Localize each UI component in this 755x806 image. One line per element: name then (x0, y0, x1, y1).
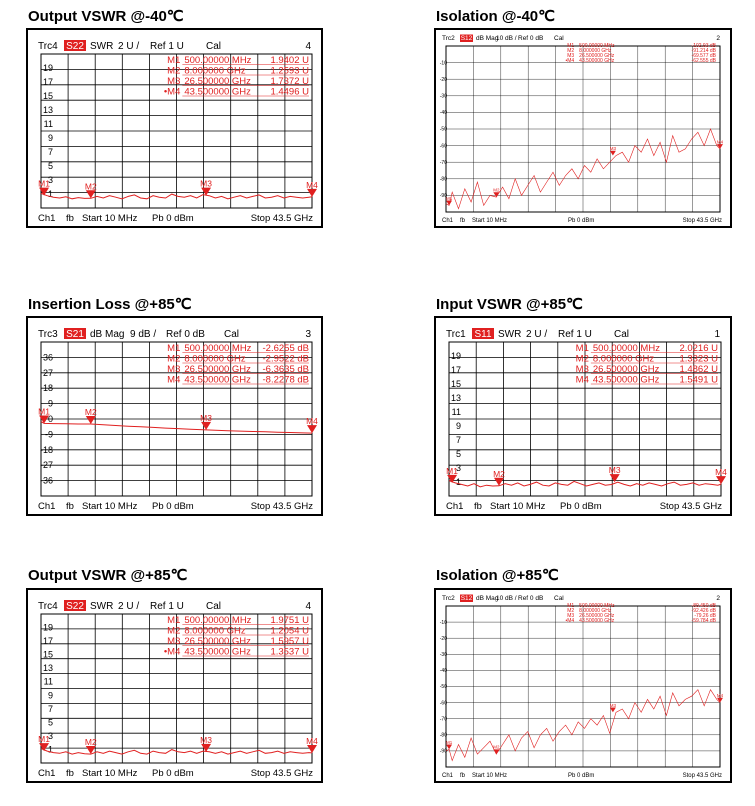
marker-triangle (86, 416, 96, 424)
ref-label: Ref 1 U (558, 329, 592, 340)
y-tick-label: -9 (44, 429, 53, 440)
y-tick-label: 7 (47, 703, 53, 714)
marker-value: -91.214 dB (691, 48, 716, 54)
footer-fb: fb (460, 773, 466, 779)
chart-title: Output VSWR @+85℃ (28, 567, 188, 584)
footer-channel: Ch1 (38, 768, 56, 779)
marker-name: M1 (567, 603, 575, 609)
footer-power: Pb 0 dBm (152, 213, 194, 224)
marker-value: -62.555 dB (691, 58, 716, 64)
marker-label: M2 (493, 468, 505, 479)
marker-frequency: 43.500000 GHz (592, 374, 660, 386)
y-tick-label: 15 (42, 91, 53, 101)
trace-label: Trc1 (446, 329, 466, 340)
marker-value: 1.2593 U (270, 65, 309, 77)
marker-frequency: 26.500000 GHz (579, 613, 615, 619)
marker-label: M4 (306, 735, 318, 746)
analyzer-window (26, 588, 323, 783)
marker-frequency: 8.000000 GHz (184, 625, 246, 637)
vna-plot (436, 318, 730, 514)
marker-value: -92.426 dB (691, 608, 716, 614)
y-tick-label: 13 (450, 393, 461, 403)
marker-frequency: 500.00000 MHz (184, 55, 252, 66)
trace-label: Trc4 (38, 601, 58, 612)
chart-title: Isolation @+85℃ (436, 567, 559, 584)
y-tick-label: 18 (42, 383, 53, 394)
scale-label: 9 dB / (130, 329, 157, 340)
marker-label: M4 (306, 179, 318, 190)
marker-value: -89.450 dB (691, 603, 716, 609)
cal-label: Cal (206, 41, 222, 52)
marker-frequency: 500.00000 MHz (592, 343, 660, 354)
y-tick-label: 19 (450, 351, 461, 361)
marker-frequency: 8.000000 GHz (184, 65, 246, 77)
chart-title: Input VSWR @+85℃ (436, 296, 583, 313)
footer-start: Start 10 MHz (472, 218, 508, 224)
marker-name: M1 (167, 615, 181, 626)
cal-label: Cal (614, 329, 630, 340)
footer-stop: Stop 43.5 GHz (682, 773, 722, 779)
analyzer-window (26, 28, 323, 228)
marker-name: M2 (567, 48, 575, 54)
marker-label: M2 (84, 737, 97, 748)
footer-fb: fb (66, 501, 74, 512)
y-tick-label: -20 (439, 635, 447, 642)
marker-frequency: 26.500000 GHz (184, 364, 251, 375)
marker-value: 2.0216 U (679, 343, 718, 354)
marker-frequency: 26.500000 GHz (184, 76, 251, 87)
y-tick-label: -90 (439, 748, 447, 755)
marker-value: 1.5957 U (270, 636, 309, 647)
footer-power: Pb 0 dBm (152, 501, 194, 512)
marker-label: M3 (609, 702, 617, 708)
footer-power: Pb 0 dBm (560, 501, 602, 512)
marker-triangle (307, 745, 317, 753)
marker-value: 1.4496 U (270, 86, 309, 98)
y-tick-label: -20 (439, 76, 447, 83)
analyzer-window (434, 28, 732, 228)
marker-value: -2.9522 dB (262, 353, 309, 365)
marker-label: M2 (493, 744, 500, 750)
marker-triangle (307, 425, 317, 433)
marker-frequency: 500.00000 MHz (579, 43, 615, 49)
footer-stop: Stop 43.5 GHz (682, 218, 722, 224)
y-tick-label: 5 (47, 717, 53, 728)
trace-number: 2 (716, 35, 720, 42)
trace-number: 4 (305, 41, 311, 52)
y-tick-label: 0 (47, 414, 53, 424)
y-tick-label: -36 (39, 475, 53, 486)
chart-title: Insertion Loss @+85℃ (28, 296, 192, 313)
analyzer-window (434, 316, 732, 516)
y-tick-label: -30 (439, 93, 447, 100)
trace-label: Trc4 (38, 41, 58, 52)
y-tick-label: -80 (439, 732, 447, 739)
trace-number: 3 (305, 329, 311, 340)
y-tick-label: 17 (42, 77, 53, 87)
trace-number: 2 (716, 595, 720, 602)
footer-power: Pb 0 dBm (568, 773, 595, 779)
trace-label: Trc2 (442, 35, 455, 42)
param-label: S22 (66, 601, 84, 612)
footer-stop: Stop 43.5 GHz (250, 213, 313, 224)
chart-title: Isolation @-40℃ (436, 8, 555, 25)
marker-label: M1 (38, 178, 50, 189)
vna-plot (28, 30, 321, 226)
y-tick-label: 9 (47, 133, 53, 143)
y-tick-label: -40 (439, 110, 447, 117)
marker-value: 1.5491 U (679, 374, 718, 386)
trace-number: 1 (714, 329, 720, 340)
marker-name: M2 (567, 608, 575, 614)
marker-label: M4 (716, 693, 724, 699)
trace-number: 4 (305, 601, 311, 612)
cal-label: Cal (206, 601, 222, 612)
trace-label: Trc2 (442, 595, 455, 602)
scale-label: 10 dB / (496, 35, 517, 42)
format-label: SWR (90, 601, 114, 612)
footer-channel: Ch1 (446, 501, 464, 512)
marker-frequency: 500.00000 MHz (184, 343, 252, 354)
ref-label: Ref 1 U (150, 601, 184, 612)
ref-label: Ref 0 dB (518, 595, 544, 602)
marker-triangle (610, 707, 616, 712)
param-label: S21 (66, 329, 84, 340)
footer-fb: fb (460, 218, 466, 224)
marker-name: M2 (575, 353, 589, 365)
y-tick-label: -10 (439, 60, 447, 67)
marker-triangle (446, 201, 452, 206)
footer-start: Start 10 MHz (82, 501, 138, 512)
marker-triangle (201, 422, 211, 430)
marker-name: M3 (567, 53, 575, 59)
param-label: S12 (460, 595, 473, 602)
marker-label: M3 (200, 734, 212, 745)
y-tick-label: 9 (47, 690, 53, 701)
marker-label: M1 (445, 195, 453, 201)
format-label: SWR (498, 329, 522, 340)
marker-label: M4 (306, 416, 318, 427)
scale-label: 2 U / (526, 329, 548, 340)
marker-frequency: 500.00000 MHz (184, 615, 252, 626)
footer-channel: Ch1 (38, 501, 56, 512)
param-label: S12 (460, 35, 473, 42)
y-tick-label: 3 (47, 730, 53, 741)
vna-plot (436, 590, 730, 781)
y-tick-label: 9 (47, 398, 53, 409)
y-tick-label: 1 (47, 189, 53, 199)
footer-start: Start 10 MHz (82, 768, 138, 779)
marker-frequency: 8.000000 GHz (184, 353, 246, 365)
y-tick-label: 1 (455, 477, 461, 487)
y-tick-label: 7 (47, 147, 53, 157)
y-tick-label: 17 (450, 365, 461, 375)
footer-fb: fb (66, 213, 74, 224)
marker-name: •M4 (565, 58, 575, 64)
chart-title: Output VSWR @-40℃ (28, 8, 184, 25)
marker-value: -69.577 dB (691, 53, 716, 59)
footer-start: Start 10 MHz (490, 501, 546, 512)
marker-label: M2 (84, 181, 97, 192)
marker-frequency: 500.00000 MHz (579, 603, 615, 609)
scale-label: 10 dB / (496, 595, 517, 602)
footer-stop: Stop 43.5 GHz (250, 768, 313, 779)
marker-value: -6.3635 dB (262, 364, 309, 375)
marker-value: 1.2054 U (270, 625, 309, 637)
marker-frequency: 43.500000 GHz (579, 58, 615, 64)
y-tick-label: 7 (455, 435, 461, 445)
marker-value: -2.6255 dB (262, 343, 309, 354)
y-tick-label: 27 (42, 367, 53, 378)
marker-name: M4 (575, 374, 589, 386)
y-tick-label: -27 (39, 460, 53, 471)
marker-label: M3 (609, 146, 617, 152)
marker-frequency: 26.500000 GHz (579, 53, 615, 59)
footer-channel: Ch1 (442, 218, 454, 224)
cal-label: Cal (554, 35, 564, 42)
marker-frequency: 26.500000 GHz (592, 364, 660, 375)
marker-label: M1 (38, 406, 50, 417)
marker-frequency: 8.000000 GHz (592, 353, 655, 365)
footer-stop: Stop 43.5 GHz (250, 501, 313, 512)
marker-value: -79.26 dB (694, 613, 716, 619)
y-tick-label: 11 (43, 676, 53, 687)
marker-name: M3 (575, 364, 589, 375)
marker-value: -59.784 dB (691, 618, 716, 624)
y-tick-label: 9 (455, 421, 461, 431)
marker-name: M1 (575, 343, 589, 354)
marker-label: M3 (200, 412, 212, 423)
marker-label: M3 (608, 465, 621, 476)
marker-name: M4 (167, 374, 181, 386)
y-tick-label: -50 (439, 126, 447, 133)
format-label: SWR (90, 41, 114, 52)
param-label: S11 (474, 329, 492, 340)
y-tick-label: 36 (42, 352, 53, 363)
marker-frequency: 43.500000 GHz (579, 618, 615, 624)
param-label: S22 (66, 41, 84, 52)
y-tick-label: 5 (455, 449, 461, 459)
y-tick-label: -60 (439, 143, 447, 150)
y-tick-label: 13 (42, 663, 53, 674)
y-tick-label: -90 (439, 193, 447, 200)
y-tick-label: 1 (47, 744, 53, 755)
marker-label: M2 (84, 407, 97, 418)
marker-frequency: 8.000000 GHz (579, 608, 612, 614)
marker-label: M4 (715, 467, 727, 478)
marker-label: M4 (716, 139, 724, 145)
marker-frequency: 43.500000 GHz (184, 86, 251, 98)
y-tick-label: 15 (450, 379, 461, 389)
marker-label: M3 (200, 178, 212, 189)
vna-plot (28, 318, 321, 514)
marker-frequency: 43.500000 GHz (184, 646, 251, 658)
marker-name: M1 (167, 55, 181, 66)
footer-channel: Ch1 (38, 213, 56, 224)
analyzer-window (434, 588, 732, 783)
y-tick-label: 17 (42, 636, 53, 647)
ref-label: Ref 0 dB (518, 35, 544, 42)
footer-start: Start 10 MHz (82, 213, 138, 224)
analyzer-window (26, 316, 323, 516)
vna-plot (436, 30, 730, 226)
marker-value: 1.9751 U (270, 615, 309, 626)
y-tick-label: 19 (42, 63, 53, 73)
footer-start: Start 10 MHz (472, 773, 508, 779)
y-tick-label: -80 (439, 176, 447, 183)
cal-label: Cal (224, 329, 240, 340)
ref-label: Ref 1 U (150, 41, 184, 52)
y-tick-label: 13 (42, 105, 53, 115)
y-tick-label: 15 (42, 649, 53, 660)
footer-fb: fb (474, 501, 482, 512)
marker-value: 1.3323 U (679, 353, 718, 365)
marker-name: •M4 (163, 86, 181, 98)
y-tick-label: 5 (47, 161, 53, 171)
marker-name: M2 (167, 65, 181, 77)
marker-value: 1.4862 U (679, 364, 718, 375)
marker-triangle (493, 749, 499, 754)
y-tick-label: 3 (455, 463, 461, 473)
marker-name: M3 (167, 636, 181, 647)
marker-label: M1 (446, 465, 458, 476)
scale-label: 2 U / (118, 601, 140, 612)
marker-value: 1.3537 U (270, 646, 309, 658)
trace-label: Trc3 (38, 329, 58, 340)
y-tick-label: 11 (451, 407, 461, 417)
marker-name: M2 (167, 625, 181, 637)
marker-name: M3 (567, 613, 575, 619)
marker-name: M3 (167, 364, 181, 375)
marker-name: M3 (167, 76, 181, 87)
y-tick-label: -30 (439, 651, 447, 658)
marker-value: -8.2278 dB (262, 374, 309, 386)
y-tick-label: 3 (47, 175, 53, 185)
marker-name: •M4 (163, 646, 181, 658)
scale-label: 2 U / (118, 41, 140, 52)
footer-fb: fb (66, 768, 74, 779)
marker-name: •M4 (565, 618, 575, 624)
vna-plot (28, 590, 321, 781)
marker-name: M1 (167, 343, 181, 354)
y-tick-label: 11 (43, 119, 53, 129)
format-label: dB Mag (90, 329, 125, 340)
marker-frequency: 8.000000 GHz (579, 48, 612, 54)
marker-triangle (610, 151, 616, 156)
footer-power: Pb 0 dBm (152, 768, 194, 779)
marker-name: M1 (567, 43, 575, 49)
y-tick-label: -10 (439, 619, 447, 626)
y-tick-label: -40 (439, 668, 447, 675)
marker-name: M2 (167, 353, 181, 365)
marker-triangle (716, 476, 726, 484)
cal-label: Cal (554, 595, 564, 602)
marker-frequency: 26.500000 GHz (184, 636, 251, 647)
marker-label: M2 (493, 187, 500, 193)
y-tick-label: -70 (439, 716, 447, 723)
y-tick-label: 19 (42, 622, 53, 633)
format-label: dB Mag (476, 35, 499, 42)
marker-value: 1.7372 U (270, 76, 309, 87)
format-label: dB Mag (476, 595, 499, 602)
marker-value: -102.93 dB (691, 43, 716, 49)
marker-label: M1 (38, 734, 50, 745)
marker-label: M1 (445, 739, 453, 745)
y-tick-label: -50 (439, 684, 447, 691)
marker-frequency: 43.500000 GHz (184, 374, 251, 386)
y-tick-label: -18 (39, 444, 53, 455)
y-tick-label: -70 (439, 159, 447, 166)
footer-power: Pb 0 dBm (568, 218, 595, 224)
ref-label: Ref 0 dB (166, 329, 205, 340)
y-tick-label: -60 (439, 700, 447, 707)
footer-channel: Ch1 (442, 773, 454, 779)
footer-stop: Stop 43.5 GHz (659, 501, 722, 512)
marker-value: 1.9402 U (270, 55, 309, 66)
